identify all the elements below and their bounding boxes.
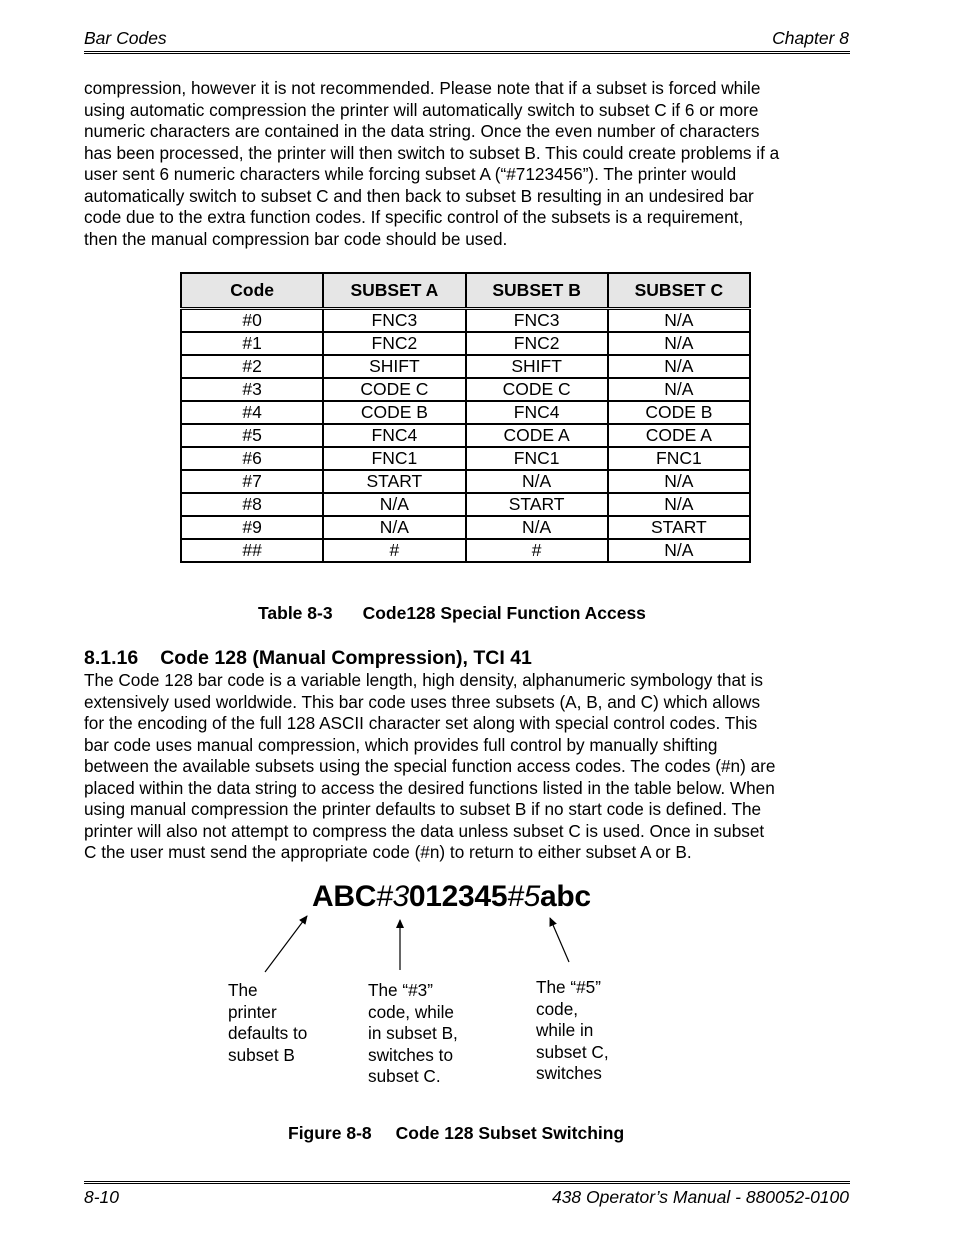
- table-cell: FNC1: [466, 447, 608, 470]
- table-cell: #: [466, 539, 608, 562]
- label-code-3: [368, 980, 458, 1088]
- table-cell: FNC1: [608, 447, 750, 470]
- figure-caption-number: Figure 8-8: [288, 1123, 372, 1143]
- table-cell: FNC3: [323, 309, 465, 333]
- intro-line: has been processed, the printer will then switch to subset B. This could create problems if a: [84, 142, 780, 163]
- label-line: printer: [228, 1001, 277, 1022]
- figure-caption: [288, 1123, 624, 1144]
- footer-page-number: 8-10: [84, 1187, 120, 1207]
- header-chapter-number: Chapter 8: [772, 28, 849, 48]
- label-code-5: [536, 977, 609, 1085]
- intro-line: user sent 6 numeric characters while forcing subset A (“#7123456”). The printer would: [84, 164, 737, 184]
- intro-line: code due to the extra function codes. If specific control of the subsets is a requirement,: [84, 207, 744, 227]
- footer-manual-title: 438 Operator’s Manual - 880052-0100: [551, 1187, 849, 1207]
- table-cell: ##: [181, 539, 323, 562]
- table-cell: FNC3: [466, 309, 608, 333]
- table-cell: N/A: [466, 470, 608, 493]
- table-cell: N/A: [323, 516, 465, 539]
- table-cell: CODE B: [608, 401, 750, 424]
- table-cell: N/A: [608, 493, 750, 516]
- label-line: subset B: [228, 1044, 295, 1065]
- column-header: SUBSET C: [608, 273, 750, 309]
- label-default-subset: [228, 980, 307, 1066]
- label-line: subset C,: [536, 1041, 609, 1062]
- body-line: printer will also not attempt to compress the data unless subset C is used. Once in subset: [84, 820, 765, 841]
- body-line: placed within the data string to access the desired functions listed in the table below. When: [84, 777, 775, 798]
- label-line: code,: [536, 998, 579, 1019]
- table-cell: #1: [181, 332, 323, 355]
- table-cell: #: [323, 539, 465, 562]
- label-line: The: [228, 980, 258, 1000]
- table-cell: N/A: [608, 470, 750, 493]
- table-cell: #9: [181, 516, 323, 539]
- table-cell: FNC2: [323, 332, 465, 355]
- footer-rule: [84, 1181, 850, 1184]
- table-cell: N/A: [608, 309, 750, 333]
- table-cell: FNC1: [323, 447, 465, 470]
- sample-part: abc: [539, 880, 591, 913]
- sample-part: 012345: [408, 880, 508, 913]
- column-header: Code: [181, 273, 323, 309]
- arrow-default-subset: [265, 916, 307, 972]
- intro-line: then the manual compression bar code should be used.: [84, 228, 508, 249]
- table-cell: CODE C: [323, 378, 465, 401]
- table-cell: N/A: [608, 378, 750, 401]
- body-line: C the user must send the appropriate code (#n) to return to either subset A or B.: [84, 842, 692, 862]
- table-cell: FNC4: [466, 401, 608, 424]
- body-line: The Code 128 bar code is a variable length, high density, alphanumeric symbology that is: [84, 670, 763, 690]
- column-header: SUBSET A: [323, 273, 465, 309]
- table-cell: START: [466, 493, 608, 516]
- section-title: Code 128 (Manual Compression), TCI 41: [160, 647, 532, 669]
- table-cell: #4: [181, 401, 323, 424]
- table-cell: CODE A: [466, 424, 608, 447]
- intro-line: compression, however it is not recommended. Please note that if a subset is forced while: [84, 78, 761, 98]
- table-cell: #3: [181, 378, 323, 401]
- table-cell: #7: [181, 470, 323, 493]
- table-cell: SHIFT: [466, 355, 608, 378]
- table-cell: N/A: [608, 332, 750, 355]
- sample-part: ABC: [312, 880, 377, 913]
- label-line: switches to: [368, 1044, 454, 1065]
- sample-code-5: #5: [507, 880, 540, 913]
- sample-code-3: #3: [376, 880, 409, 913]
- section-number: 8.1.16: [84, 647, 139, 669]
- label-line: while in: [536, 1020, 594, 1040]
- body-line: using manual compression the printer defaults to subset B if no start code is defined. The: [84, 799, 762, 819]
- label-line: The “#5”: [536, 977, 601, 997]
- intro-line: automatically switch to subset C and then back to subset B resulting in an undesired bar: [84, 185, 754, 206]
- table-cell: #2: [181, 355, 323, 378]
- table-cell: N/A: [466, 516, 608, 539]
- body-line: for the encoding of the full 128 ASCII character set along with special control codes. This: [84, 713, 758, 733]
- table-cell: FNC4: [323, 424, 465, 447]
- label-line: switches: [536, 1063, 602, 1083]
- intro-line: numeric characters are contained in the data string. Once the even number of characters: [84, 121, 760, 141]
- label-line: defaults to: [228, 1023, 308, 1043]
- table-cell: CODE B: [323, 401, 465, 424]
- table-cell: START: [323, 470, 465, 493]
- label-line: subset C.: [368, 1066, 441, 1086]
- header-chapter-title: Bar Codes: [84, 28, 167, 48]
- body-line: extensively used worldwide. This bar code uses three subsets (A, B, and C) which allows: [84, 691, 761, 712]
- table-cell: #0: [181, 309, 323, 333]
- table-cell: CODE A: [608, 424, 750, 447]
- table-cell: CODE C: [466, 378, 608, 401]
- body-line: bar code uses manual compression, which provides full control by manually shifting: [84, 734, 718, 755]
- column-header: SUBSET B: [466, 273, 608, 309]
- table-cell: FNC2: [466, 332, 608, 355]
- body-line: between the available subsets using the special function access codes. The codes (#n) are: [84, 756, 776, 776]
- figure-caption-text: Code 128 Subset Switching: [395, 1123, 625, 1143]
- table-cell: N/A: [323, 493, 465, 516]
- table-cell: SHIFT: [323, 355, 465, 378]
- table-cell: #6: [181, 447, 323, 470]
- label-line: in subset B,: [368, 1023, 458, 1043]
- table-cell: #8: [181, 493, 323, 516]
- table-cell: N/A: [608, 355, 750, 378]
- arrow-code-5: [550, 918, 569, 962]
- table-cell: START: [608, 516, 750, 539]
- label-line: The “#3”: [368, 980, 433, 1000]
- table-cell: N/A: [608, 539, 750, 562]
- intro-line: using automatic compression the printer will automatically switch to subset C if 6 or more: [84, 99, 759, 120]
- table-caption-number: Table 8-3: [258, 603, 333, 623]
- table-caption-text: Code128 Special Function Access: [362, 603, 646, 623]
- label-line: code, while: [368, 1001, 454, 1022]
- table-cell: #5: [181, 424, 323, 447]
